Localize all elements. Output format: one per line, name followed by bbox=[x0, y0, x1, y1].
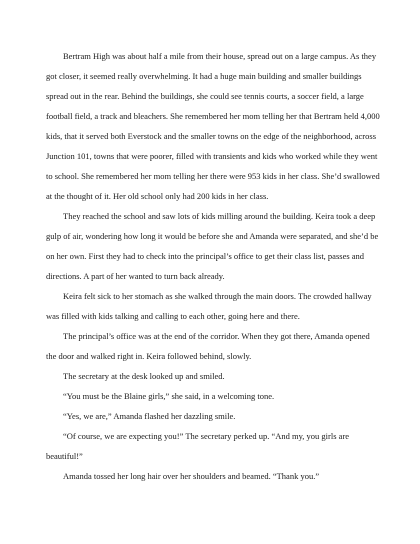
paragraph: The secretary at the desk looked up and smiled. bbox=[63, 371, 225, 381]
paragraph: “Yes, we are,” Amanda flashed her dazzling smile. bbox=[63, 411, 236, 421]
paragraph: They reached the school and saw lots of kids milling around the building. Keira took a deep gulp of air, wondering how long it would be before she and Amanda were separated, and she’d be on her own. First they had to check into the principal’s office to get their class list, passes and directions. A part of her wanted to turn back already. bbox=[46, 211, 379, 281]
paragraph: “Of course, we are expecting you!” The secretary perked up. “And my, you girls are beautiful!” bbox=[46, 431, 350, 461]
paragraph: Keira felt sick to her stomach as she walked through the main doors. The crowded hallway was filled with kids talking and calling to each other, going here and there. bbox=[46, 291, 372, 321]
paragraph: Bertram High was about half a mile from their house, spread out on a large campus. As they got closer, it seemed really overwhelming. It had a huge main building and smaller buildings spread out in the rear. Behind the buildings, she could see tennis courts, a soccer field, a large football field, a track and bleachers. She remembered her mom telling her that Bertram held 4,000 kids, that it served both Everstock and the smaller towns on the edge of the neighborhood, across Junction 101, towns that were poorer, filled with transients and kids who worked while they went to school. She remembered her mom telling her there were 953 kids in her class. She’d swallowed at the thought of it. Her old school only had 200 kids in her class. bbox=[46, 51, 380, 201]
paragraph: The principal’s office was at the end of the corridor. When they got there, Amanda opened the door and walked right in. Keira followed behind, slowly. bbox=[46, 331, 370, 361]
paragraph: Amanda tossed her long hair over her shoulders and beamed. “Thank you.” bbox=[63, 471, 320, 481]
paragraph: “You must be the Blaine girls,” she said, in a welcoming tone. bbox=[63, 391, 275, 401]
